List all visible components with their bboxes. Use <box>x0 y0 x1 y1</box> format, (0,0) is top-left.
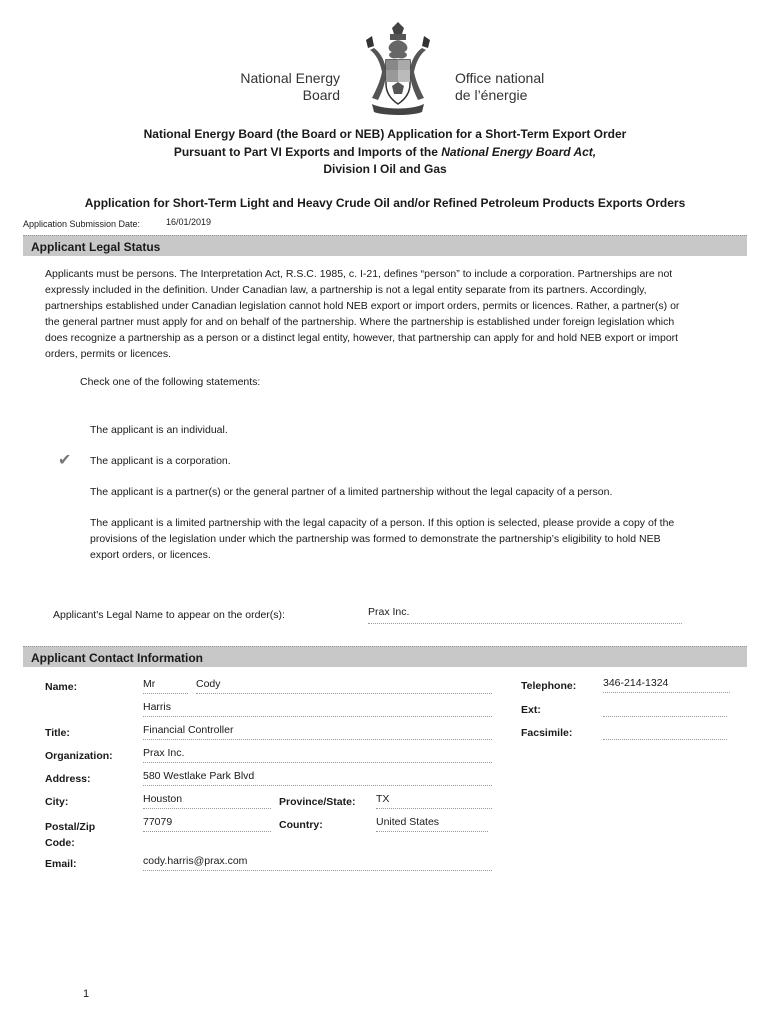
legal-status-paragraph: Applicants must be persons. The Interpretation Act, R.S.C. 1985, c. I-21, defines “person” to include a corporation. Partnerships are not expressly included in the definition. Under Canadian law, a partnership is not a legal entity separate from its partners. Accordingly, partnerships established under Canadian legislation cannot hold NEB export or import orders, permits or licences. Rather, a partner(s) or the general partner must apply for and on behalf of the partnership. Where the partnership is established under foreign legislation which does recognize a partnership as a person or a distinct legal entity, however, that partnership can apply for and hold NEB export or import orders, permits or licences. <box>45 268 680 360</box>
title-line1: National Energy Board (the Board or NEB) Application for a Short-Term Export Order <box>143 127 627 141</box>
check-intro: Check one of the following statements: <box>80 376 261 388</box>
title-line2-act: National Energy Board Act, <box>441 144 597 159</box>
postal-label-line2: Code: <box>45 837 75 849</box>
org-name-french-line2: de l’énergie <box>455 87 528 103</box>
address-field[interactable]: 580 Westlake Park Blvd <box>143 770 492 786</box>
option-partner[interactable]: The applicant is a partner(s) or the general partner of a limited partnership without the legal capacity of a person. <box>90 486 613 498</box>
section-header-legal-status: Applicant Legal Status <box>23 235 747 256</box>
org-name-french-line1: Office national <box>455 70 545 86</box>
coat-of-arms-icon <box>362 20 434 120</box>
organization-field[interactable]: Prax Inc. <box>143 747 492 763</box>
postal-label-line1: Postal/Zip <box>45 821 96 833</box>
country-field[interactable]: United States <box>376 816 488 832</box>
salutation-field[interactable]: Mr <box>143 678 188 694</box>
page-number: 1 <box>83 988 90 1000</box>
org-name-english <box>240 70 340 104</box>
city-field[interactable]: Houston <box>143 793 271 809</box>
first-name-field[interactable]: Cody <box>196 678 492 694</box>
document-title <box>0 126 770 179</box>
title-line2-text: Pursuant to Part VI Exports and Imports of the <box>173 144 442 159</box>
city-label: City: <box>45 796 69 808</box>
last-name-field[interactable]: Harris <box>143 701 492 717</box>
title-line2 <box>0 144 770 162</box>
org-name-french <box>455 70 544 104</box>
option-corporation[interactable]: The applicant is a corporation. <box>90 455 231 467</box>
title-line3: Division I Oil and Gas <box>323 162 447 176</box>
legal-name-label: Applicant's Legal Name to appear on the order(s): <box>53 609 285 621</box>
ext-field[interactable] <box>603 701 727 717</box>
email-field[interactable]: cody.harris@prax.com <box>143 855 492 871</box>
submission-date-value[interactable]: 16/01/2019 <box>166 217 212 227</box>
organization-label: Organization: <box>45 750 113 762</box>
province-field[interactable]: TX <box>376 793 492 809</box>
facsimile-field[interactable] <box>603 724 727 740</box>
option-individual[interactable]: The applicant is an individual. <box>90 424 228 436</box>
checkmark-icon[interactable]: ✔ <box>58 452 72 469</box>
telephone-label: Telephone: <box>521 680 577 692</box>
telephone-field[interactable]: 346-214-1324 <box>603 677 730 693</box>
title-field[interactable]: Financial Controller <box>143 724 492 740</box>
submission-date-label: Application Submission Date: <box>23 219 141 229</box>
facsimile-label: Facsimile: <box>521 727 573 739</box>
country-label: Country: <box>279 819 323 831</box>
postal-field[interactable]: 77079 <box>143 816 271 832</box>
ext-label: Ext: <box>521 704 541 716</box>
document-subtitle: Application for Short-Term Light and Heavy Crude Oil and/or Refined Petroleum Products Exports Orders <box>84 196 686 210</box>
org-name-english-line2: Board <box>302 87 340 103</box>
option-limited-partnership[interactable]: The applicant is a limited partnership with the legal capacity of a person. If this option is selected, please provide a copy of the provisions of the legislation under which the partnership was formed to demonstrate the partnership’s eligibility to hold NEB export orders, or licences. <box>90 517 675 561</box>
legal-name-field[interactable]: Prax Inc. <box>368 606 682 624</box>
section-header-contact: Applicant Contact Information <box>23 646 747 667</box>
org-name-english-line1: National Energy <box>240 70 340 86</box>
email-label: Email: <box>45 858 77 870</box>
title-label: Title: <box>45 727 70 739</box>
address-label: Address: <box>45 773 91 785</box>
postal-label <box>45 819 95 851</box>
name-label: Name: <box>45 681 78 693</box>
province-label: Province/State: <box>279 796 356 808</box>
